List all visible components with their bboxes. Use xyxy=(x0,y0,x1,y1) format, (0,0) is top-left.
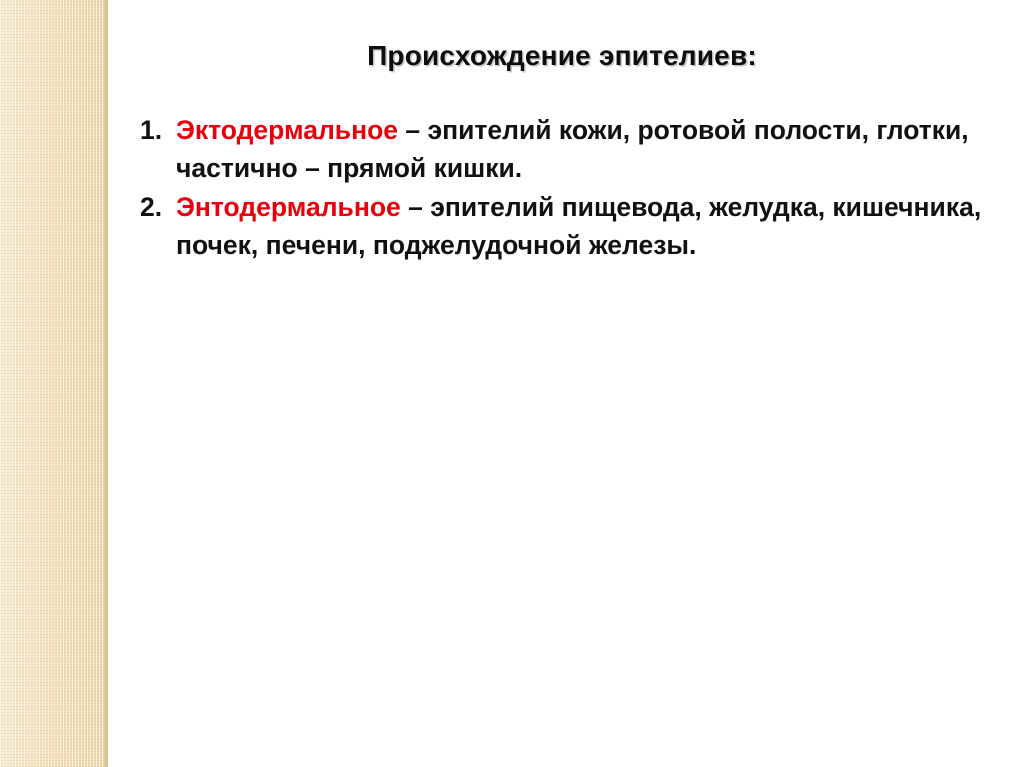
decorative-band-edge xyxy=(104,0,108,767)
origins-list xyxy=(140,112,1000,267)
list-item-highlight: Эктодермальное xyxy=(176,115,399,145)
decorative-left-band xyxy=(0,0,108,767)
slide-title: Происхождение эпителиев: xyxy=(367,40,757,71)
list-item-text xyxy=(176,112,1000,187)
list-item-marker: 2. xyxy=(140,192,163,223)
slide-content xyxy=(118,0,1024,767)
list-item xyxy=(140,189,1000,264)
list-item-rest: – эпителий кожи, ротовой полости, глотки, частично – прямой кишки. xyxy=(176,115,969,183)
list-item-text xyxy=(176,189,1000,264)
list-item-highlight: Энтодермальное xyxy=(176,192,401,223)
list-item-marker: 1. xyxy=(140,115,163,145)
list-item xyxy=(140,112,1000,187)
list-item-rest: – эпителий пищевода, желудка, кишечника, почек, печени, поджелудочной железы. xyxy=(176,192,982,260)
